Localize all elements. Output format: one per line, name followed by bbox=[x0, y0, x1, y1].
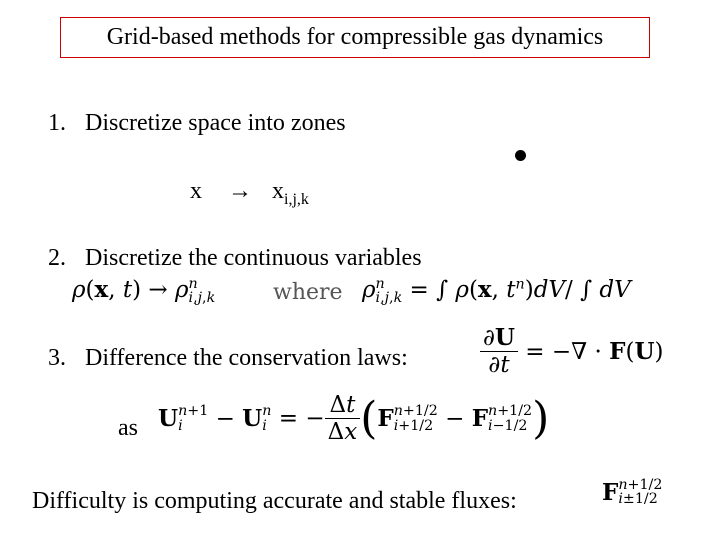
slide-title: Grid-based methods for compressible gas dynamics bbox=[60, 17, 650, 58]
step-1 bbox=[48, 110, 346, 137]
step-1-text: Discretize space into zones bbox=[85, 110, 346, 136]
continuous-x: x bbox=[190, 178, 202, 204]
discretization-equation: ρ(x, t) → ρ n i,j,k bbox=[72, 275, 216, 306]
footer-text: Difficulty is computing accurate and stable fluxes: bbox=[32, 488, 517, 514]
step-3-number: 3. bbox=[48, 345, 66, 371]
step-1-number: 1. bbox=[48, 110, 66, 136]
step-3 bbox=[48, 345, 408, 372]
volume-average-equation: ρ n i,j,k = ∫ ρ(x, $t^n)dV/$ ∫ dV bbox=[362, 275, 631, 306]
step-1-mapping bbox=[190, 178, 309, 208]
flux-term: F n+1/2 i±1/2 bbox=[602, 477, 663, 508]
step-2 bbox=[48, 245, 422, 272]
step-2-text: Discretize the continuous variables bbox=[85, 245, 422, 271]
where-label: where bbox=[273, 280, 343, 305]
as-label: as bbox=[118, 415, 138, 441]
finite-difference-equation: U n+1 i − U n i = − $\frac{\Delta t}{\Delta x}$ (F n+1/2 i+1/2 − F n+1/2 i−1/2 ) bbox=[158, 392, 550, 446]
step-3-text: Difference the conservation laws: bbox=[85, 345, 408, 371]
conservation-law-equation: $\frac{\partial U}{\partial t}$ = −∇ · F(U) bbox=[480, 326, 664, 377]
step-2-number: 2. bbox=[48, 245, 66, 271]
discrete-x: x bbox=[272, 178, 284, 204]
arrow-icon: → bbox=[228, 178, 252, 204]
discrete-x-subscript: i,j,k bbox=[284, 190, 309, 208]
zone-dot-icon bbox=[515, 150, 526, 161]
